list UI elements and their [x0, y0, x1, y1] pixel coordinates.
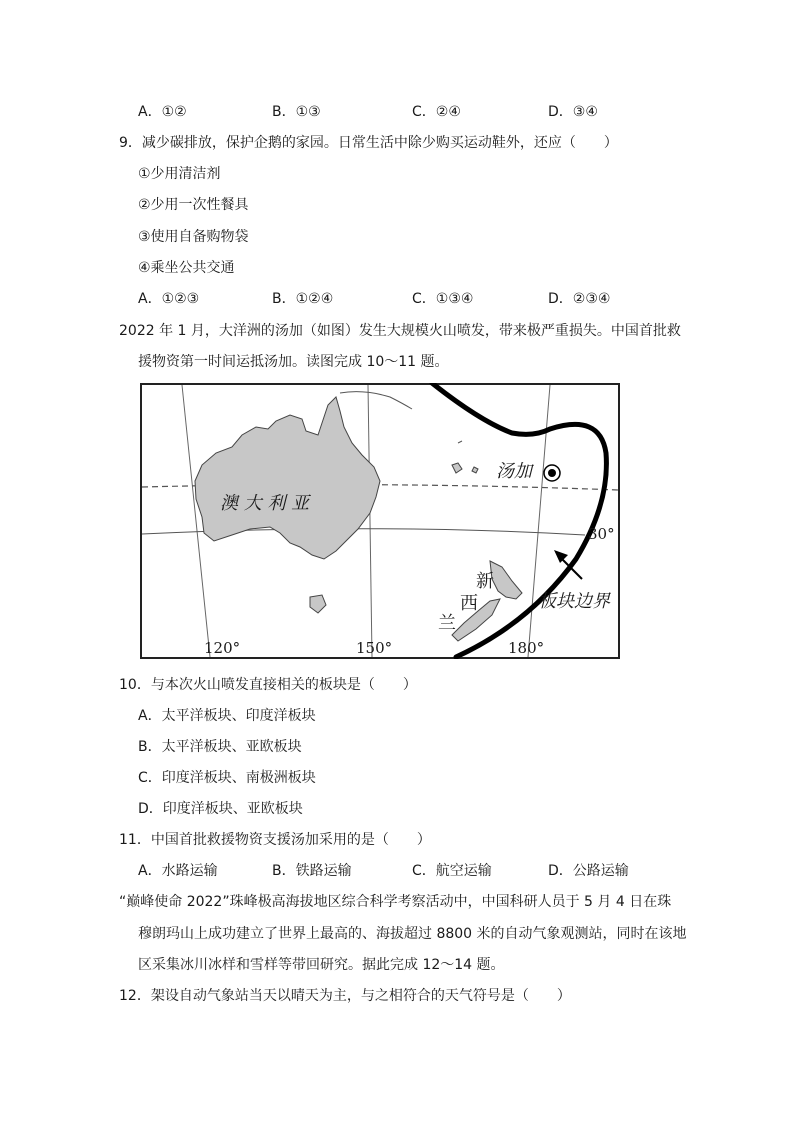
- label-new-zealand-2: 西: [460, 593, 478, 614]
- label-lon-150: 150°: [356, 639, 393, 657]
- q11-option-a: A．水路运输: [138, 863, 218, 879]
- q9-option-b: B．①②④: [272, 291, 334, 307]
- label-lon-180: 180°: [508, 639, 545, 657]
- intro-12-14-line1: “巅峰使命 2022”珠峰极高海拔地区综合科学考察活动中，中国科研人员于 5 月 4 日在珠: [119, 894, 672, 910]
- q12-stem: 12．架设自动气象站当天以晴天为主，与之相符合的天气符号是（ ）: [119, 988, 571, 1004]
- q10-option-d: D．印度洋板块、亚欧板块: [138, 801, 303, 817]
- label-australia: 澳 大 利 亚: [220, 493, 310, 514]
- label-tonga: 汤加: [496, 461, 532, 482]
- q11-option-d: D．公路运输: [548, 863, 629, 879]
- label-plate-boundary: 板块边界: [538, 591, 610, 612]
- q10-option-c: C．印度洋板块、南极洲板块: [138, 770, 316, 786]
- label-new-zealand-3: 兰: [438, 613, 456, 634]
- intro-10-11-line2: 援物资第一时间运抵汤加。读图完成 10～11 题。: [138, 354, 449, 370]
- intro-12-14-line3: 区采集冰川冰样和雪样等带回研究。据此完成 12～14 题。: [138, 957, 505, 973]
- tonga-marker-dot: [548, 469, 556, 477]
- q11-option-b: B．铁路运输: [272, 863, 352, 879]
- q8-option-b: B．①③: [272, 104, 321, 120]
- q9-option-c: C．①③④: [412, 291, 474, 307]
- q9-item-4: ④乘坐公共交通: [138, 260, 235, 276]
- q8-option-a: A．①②: [138, 104, 187, 120]
- label-new-zealand-1: 新: [476, 571, 494, 592]
- intro-12-14-line2: 穆朗玛山上成功建立了世界上最高的、海拔超过 8800 米的自动气象观测站，同时在该地: [138, 926, 687, 942]
- q10-option-b: B．太平洋板块、亚欧板块: [138, 739, 302, 755]
- q9-item-2: ②少用一次性餐具: [138, 197, 249, 213]
- label-lon-120: 120°: [204, 639, 241, 657]
- q9-item-3: ③使用自备购物袋: [138, 229, 249, 245]
- q8-options: [138, 103, 658, 121]
- intro-10-11-line1: 2022 年 1 月，大洋洲的汤加（如图）发生大规模火山喷发，带来极严重损失。中国首批救: [119, 323, 681, 339]
- q9-option-a: A．①②③: [138, 291, 200, 307]
- q11-stem: 11．中国首批救援物资支援汤加采用的是（ ）: [119, 832, 431, 848]
- q8-option-c: C．②④: [412, 104, 461, 120]
- q11-options: [138, 862, 658, 880]
- q9-option-d: D．②③④: [548, 291, 611, 307]
- q9-options: [138, 290, 658, 308]
- label-lat-30: 30°: [588, 525, 615, 543]
- q9-item-1: ①少用清洁剂: [138, 166, 221, 182]
- q10-option-a: A．太平洋板块、印度洋板块: [138, 708, 316, 724]
- q8-option-d: D．③④: [548, 104, 598, 120]
- q10-stem: 10．与本次火山喷发直接相关的板块是（ ）: [119, 677, 417, 693]
- q11-option-c: C．航空运输: [412, 863, 492, 879]
- tonga-map: [140, 383, 620, 659]
- q9-stem: 9．减少碳排放，保护企鹅的家园。日常生活中除少购买运动鞋外，还应（ ）: [119, 135, 618, 151]
